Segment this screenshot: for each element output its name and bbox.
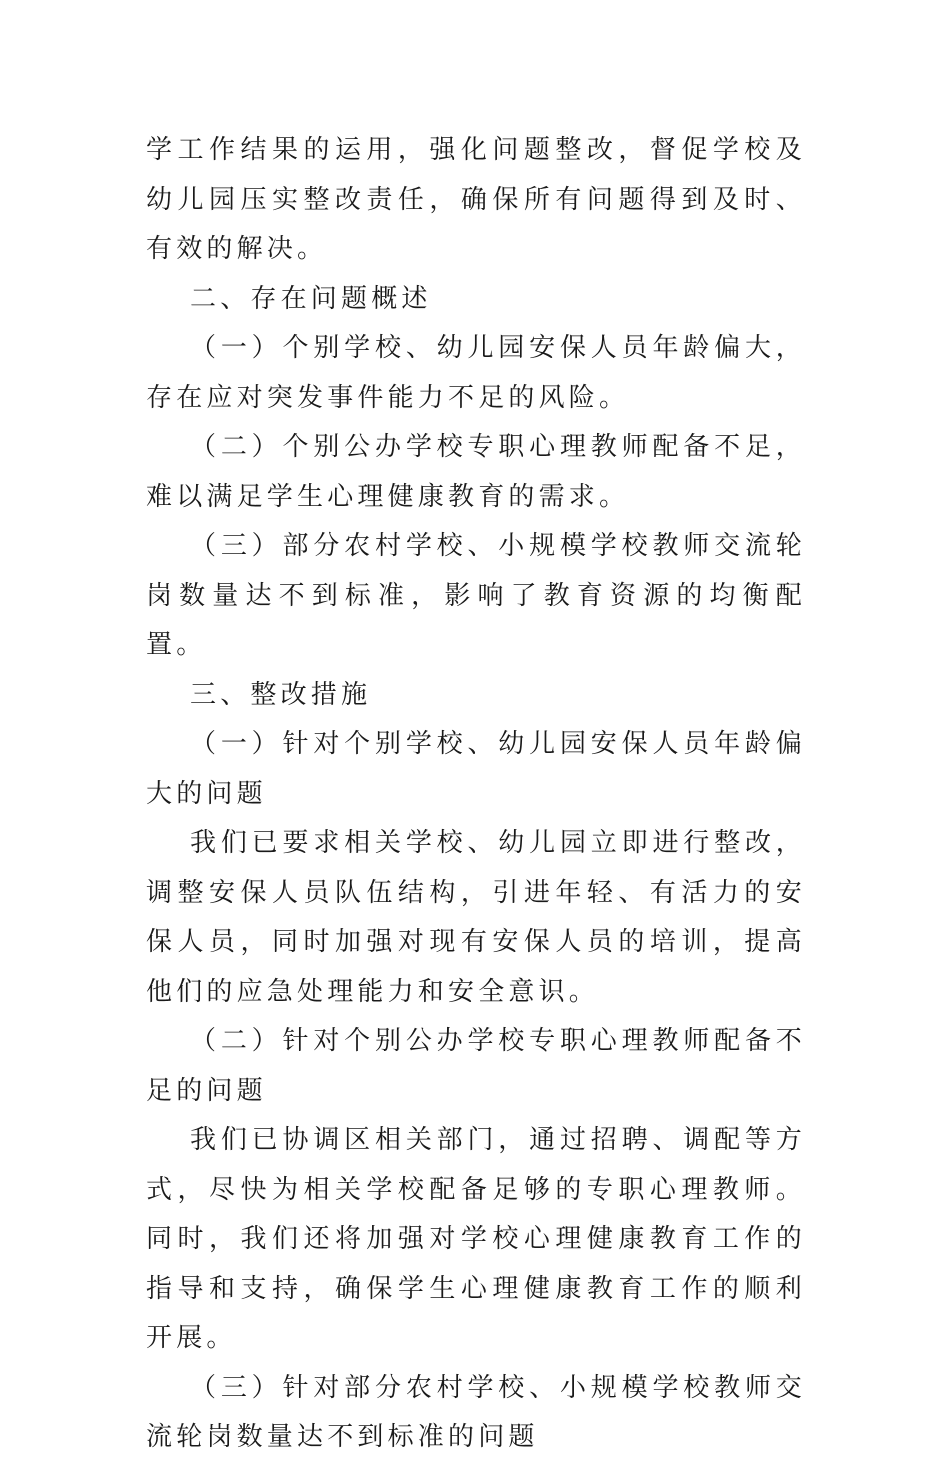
problem-item-2: （二）个别公办学校专职心理教师配备不足，难以满足学生心理健康教育的需求。 [146, 432, 806, 512]
measure-heading-3: （三）针对部分农村学校、小规模学校教师交流轮岗数量达不到标准的问题 [146, 1372, 806, 1452]
document-body [146, 126, 806, 1463]
problem-item-3: （三）部分农村学校、小规模学校教师交流轮岗数量达不到标准，影响了教育资源的均衡配置。 [146, 531, 806, 660]
measure-body-2: 我们已协调区相关部门，通过招聘、调配等方式，尽快为相关学校配备足够的专职心理教师。同时，我们还将加强对学校心理健康教育工作的指导和支持，确保学生心理健康教育工作的顺利开展。 [146, 1125, 806, 1353]
measure-heading-2: （二）针对个别公办学校专职心理教师配备不足的问题 [146, 1026, 806, 1106]
measure-heading-1: （一）针对个别学校、幼儿园安保人员年龄偏大的问题 [146, 729, 806, 809]
section-heading-problems: 二、存在问题概述 [190, 283, 432, 314]
paragraph-continuation: 学工作结果的运用，强化问题整改，督促学校及幼儿园压实整改责任，确保所有问题得到及时、有效的解决。 [146, 135, 806, 264]
problem-item-1: （一）个别学校、幼儿园安保人员年龄偏大，存在应对突发事件能力不足的风险。 [146, 333, 806, 413]
measure-body-1: 我们已要求相关学校、幼儿园立即进行整改，调整安保人员队伍结构，引进年轻、有活力的安保人员，同时加强对现有安保人员的培训，提高他们的应急处理能力和安全意识。 [146, 828, 806, 1007]
section-heading-measures: 三、整改措施 [190, 679, 372, 710]
